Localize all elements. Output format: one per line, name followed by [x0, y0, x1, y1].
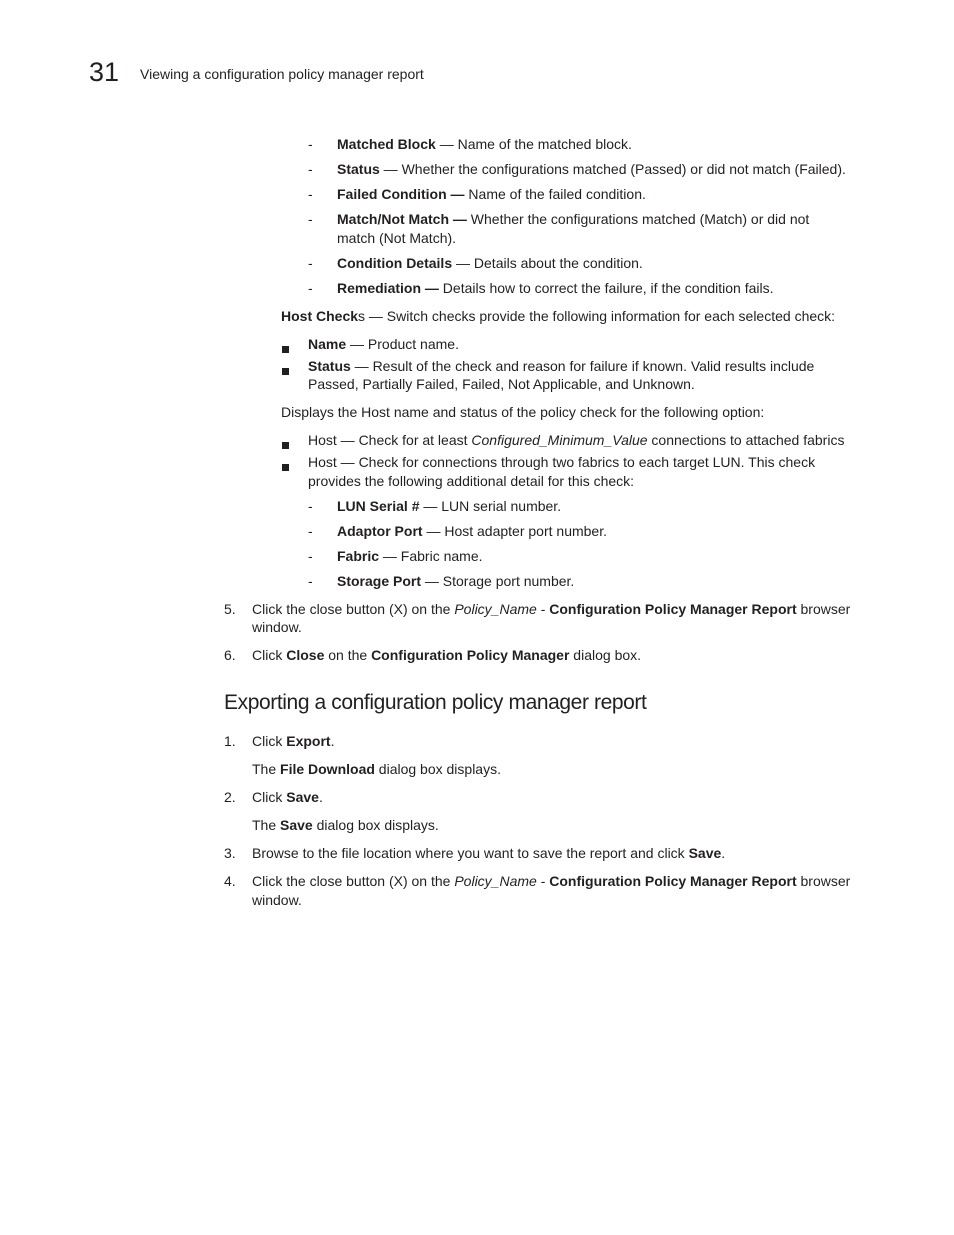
bullet-item: Host — Check for at least Configured_Minimum_Value connections to attached fabrics [308, 432, 845, 448]
step-text: Click the close button (X) on the Policy_Name - Configuration Policy Manager Report browser [252, 601, 851, 617]
bullet-item: Name — Product name. [308, 336, 459, 352]
list-item-continuation: match (Not Match). [337, 230, 457, 246]
bullet-marker [282, 362, 289, 380]
chapter-number: 31 [89, 57, 120, 87]
bullet-item-continuation: Passed, Partially Failed, Failed, Not Applicable, and Unknown. [308, 376, 695, 392]
list-item: Failed Condition — Name of the failed condition. [337, 186, 646, 202]
dash-marker: - [308, 548, 313, 564]
step-number: 3. [224, 845, 236, 861]
list-item: Condition Details — Details about the condition. [337, 255, 643, 271]
step-text: Click Save. [252, 789, 323, 805]
step-text: Browse to the file location where you want to save the report and click Save. [252, 845, 726, 861]
displays-paragraph: Displays the Host name and status of the policy check for the following option: [281, 404, 765, 420]
step-text: Click Export. [252, 733, 335, 749]
sub-list-item: LUN Serial # — LUN serial number. [337, 498, 562, 514]
step-text: Click Close on the Configuration Policy Manager dialog box. [252, 647, 642, 663]
bullet-marker [282, 340, 289, 358]
step-number: 5. [224, 601, 236, 617]
step-note: The Save dialog box displays. [252, 817, 439, 833]
dash-marker: - [308, 136, 313, 152]
dash-marker: - [308, 523, 313, 539]
list-item: Match/Not Match — Whether the configurations matched (Match) or did not [337, 211, 810, 227]
dash-marker: - [308, 161, 313, 177]
dash-marker: - [308, 211, 313, 227]
bullet-marker [282, 436, 289, 454]
step-text: Click the close button (X) on the Policy_Name - Configuration Policy Manager Report browser [252, 873, 851, 889]
host-checks-paragraph: Host Checks — Switch checks provide the following information for each selected check: [281, 308, 836, 324]
bullet-marker [282, 458, 289, 476]
section-heading: Exporting a configuration policy manager report [224, 691, 647, 714]
step-text-continuation: window. [252, 892, 302, 908]
dash-marker: - [308, 255, 313, 271]
list-item: Matched Block — Name of the matched block. [337, 136, 632, 152]
sub-list-item: Adaptor Port — Host adapter port number. [337, 523, 607, 539]
step-number: 4. [224, 873, 236, 889]
step-text-continuation: window. [252, 619, 302, 635]
bullet-item: Status — Result of the check and reason for failure if known. Valid results include [308, 358, 815, 374]
dash-marker: - [308, 186, 313, 202]
step-note: The File Download dialog box displays. [252, 761, 501, 777]
dash-marker: - [308, 573, 313, 589]
chapter-title: Viewing a configuration policy manager report [140, 66, 424, 82]
step-number: 2. [224, 789, 236, 805]
bullet-item: Host — Check for connections through two fabrics to each target LUN. This check [308, 454, 816, 470]
step-number: 1. [224, 733, 236, 749]
bullet-item-continuation: provides the following additional detail for this check: [308, 473, 635, 489]
list-item: Remediation — Details how to correct the failure, if the condition fails. [337, 280, 774, 296]
list-item: Status — Whether the configurations matched (Passed) or did not match (Failed). [337, 161, 846, 177]
dash-marker: - [308, 498, 313, 514]
step-number: 6. [224, 647, 236, 663]
sub-list-item: Storage Port — Storage port number. [337, 573, 575, 589]
sub-list-item: Fabric — Fabric name. [337, 548, 483, 564]
dash-marker: - [308, 280, 313, 296]
